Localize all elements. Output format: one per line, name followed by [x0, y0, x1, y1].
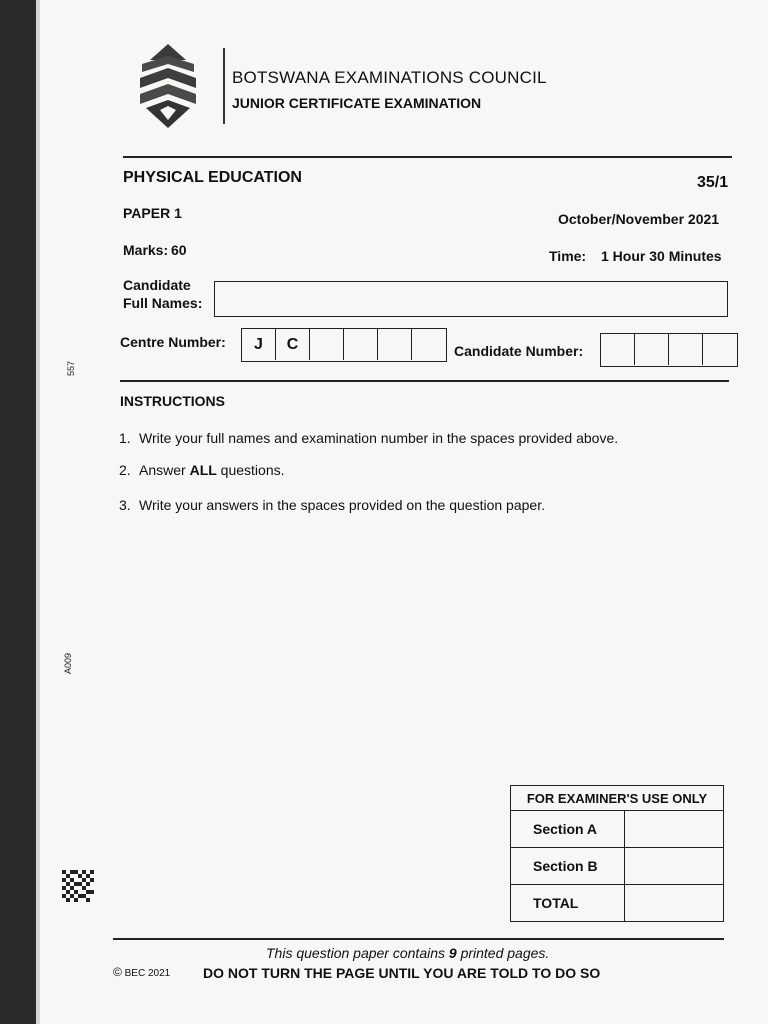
centre-number-box[interactable]: J [242, 329, 276, 360]
exam-name: JUNIOR CERTIFICATE EXAMINATION [232, 95, 482, 111]
table-row [511, 786, 724, 811]
footer-rule [113, 938, 724, 940]
centre-number-label: Centre Number: [120, 334, 226, 350]
centre-number-field [241, 328, 447, 362]
marks-label: Marks: [123, 242, 169, 258]
centre-number-box[interactable] [310, 329, 344, 360]
time-value: 1 Hour 30 Minutes [601, 248, 722, 264]
page-count-note [266, 945, 549, 961]
copyright-notice [113, 965, 170, 979]
total-label: TOTAL [511, 885, 625, 922]
section-a-label: Section A [511, 811, 625, 848]
page-count-suffix: printed pages. [456, 945, 550, 961]
total-score[interactable] [625, 885, 724, 922]
do-not-turn-warning: DO NOT TURN THE PAGE UNTIL YOU ARE TOLD TO DO SO [203, 965, 601, 981]
marks-value: 60 [171, 242, 187, 258]
instruction-text: Answer [139, 462, 190, 478]
instruction-number: 2. [119, 462, 131, 478]
copyright-text: BEC 2021 [124, 968, 171, 979]
candidate-names-label-2: Full Names: [123, 295, 203, 311]
instruction-emphasis: ALL [189, 462, 217, 478]
margin-code-middle: A009 [63, 652, 73, 674]
subject-title: PHYSICAL EDUCATION [123, 169, 302, 186]
section-b-score[interactable] [625, 848, 724, 885]
candidate-number-field [600, 333, 738, 367]
exam-session: October/November 2021 [558, 211, 720, 227]
table-row [511, 885, 724, 922]
candidate-number-box[interactable] [703, 334, 737, 365]
council-name: BOTSWANA EXAMINATIONS COUNCIL [232, 68, 547, 87]
table-row [511, 848, 724, 885]
examiner-use-table [510, 785, 724, 922]
instructions-heading: INSTRUCTIONS [120, 393, 225, 409]
table-row [511, 811, 724, 848]
candidate-number-box[interactable] [601, 334, 635, 365]
bec-logo-icon [136, 42, 200, 130]
instruction-item [119, 430, 618, 446]
page-count: 9 [448, 945, 457, 961]
section-b-label: Section B [511, 848, 625, 885]
header-divider [223, 48, 225, 124]
candidate-number-box[interactable] [635, 334, 669, 365]
section-a-score[interactable] [625, 811, 724, 848]
centre-number-box[interactable] [412, 329, 446, 360]
margin-code-top: 557 [66, 360, 76, 376]
candidate-number-label: Candidate Number: [454, 343, 584, 359]
instruction-text: Write your full names and examination number in the spaces provided above. [139, 430, 619, 446]
centre-number-box[interactable] [344, 329, 378, 360]
instruction-item [119, 462, 285, 478]
centre-number-box[interactable] [378, 329, 412, 360]
candidate-names-label: Candidate [123, 277, 191, 293]
qr-code-icon [62, 870, 94, 902]
candidate-names-field[interactable] [214, 281, 728, 317]
paper-number: PAPER 1 [123, 205, 182, 221]
instruction-item [119, 497, 545, 513]
time-label: Time: [549, 248, 587, 264]
paper-code: 35/1 [697, 174, 729, 191]
copyright-icon: © [113, 965, 122, 979]
centre-number-box[interactable]: C [276, 329, 310, 360]
instruction-number: 3. [119, 497, 131, 513]
instruction-text: Write your answers in the spaces provided on the question paper. [139, 497, 545, 513]
page-count-prefix: This question paper contains [266, 945, 449, 961]
instruction-text-end: questions. [216, 462, 285, 478]
header-rule [123, 156, 732, 158]
candidate-number-box[interactable] [669, 334, 703, 365]
section-rule [120, 380, 729, 382]
instruction-number: 1. [119, 430, 131, 446]
examiner-table-heading: FOR EXAMINER'S USE ONLY [511, 786, 724, 811]
